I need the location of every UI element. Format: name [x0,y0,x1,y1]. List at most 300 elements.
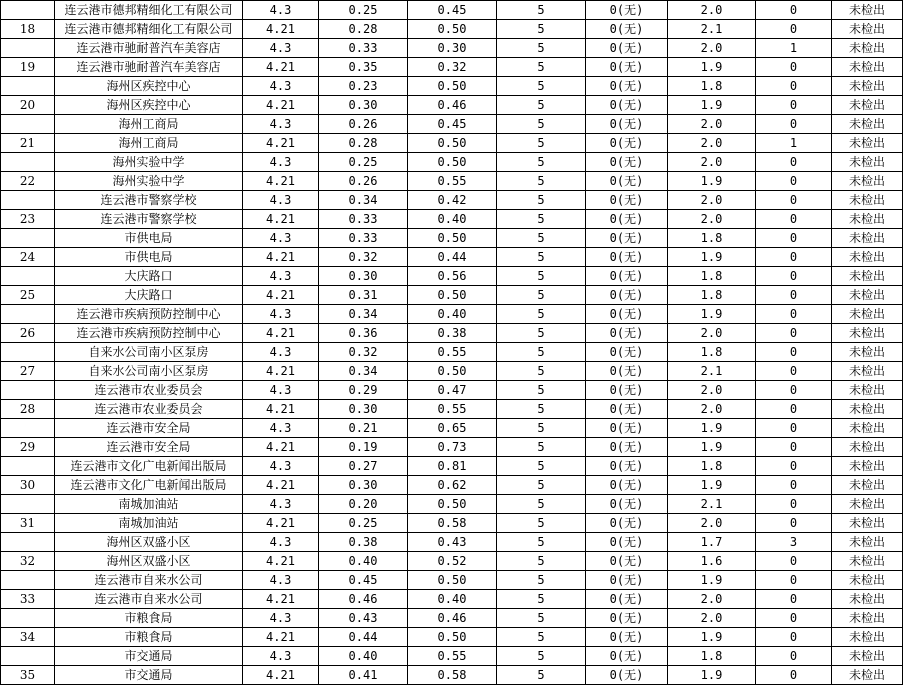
result-cell: 未检出 [832,286,903,305]
date-cell: 4.3 [243,153,319,172]
value-4-cell: 0(无) [586,609,668,628]
value-3-cell: 5 [497,400,586,419]
value-4-cell: 0(无) [586,400,668,419]
value-4-cell: 0(无) [586,210,668,229]
value-2-cell: 0.58 [408,514,497,533]
site-name-cell: 连云港市疾病预防控制中心 [55,324,243,343]
date-cell: 4.3 [243,419,319,438]
site-name-cell: 海州区疾控中心 [55,77,243,96]
row-number-cell [1,343,55,362]
value-1-cell: 0.31 [319,286,408,305]
value-6-cell: 0 [756,343,832,362]
value-6-cell: 0 [756,172,832,191]
value-4-cell: 0(无) [586,305,668,324]
value-4-cell: 0(无) [586,153,668,172]
value-4-cell: 0(无) [586,571,668,590]
value-1-cell: 0.27 [319,457,408,476]
value-1-cell: 0.33 [319,210,408,229]
date-cell: 4.21 [243,476,319,495]
value-3-cell: 5 [497,39,586,58]
row-number-cell [1,77,55,96]
result-cell: 未检出 [832,647,903,666]
value-5-cell: 1.9 [668,172,756,191]
site-name-cell: 海州区双盛小区 [55,552,243,571]
value-5-cell: 1.9 [668,438,756,457]
value-1-cell: 0.44 [319,628,408,647]
result-cell: 未检出 [832,628,903,647]
value-6-cell: 0 [756,400,832,419]
row-number-cell: 35 [1,666,55,685]
date-cell: 4.3 [243,305,319,324]
value-6-cell: 0 [756,1,832,20]
result-cell: 未检出 [832,210,903,229]
value-4-cell: 0(无) [586,533,668,552]
table-row [1,476,903,495]
row-number-cell [1,1,55,20]
site-name-cell: 海州实验中学 [55,153,243,172]
table-row [1,115,903,134]
site-name-cell: 大庆路口 [55,267,243,286]
value-5-cell: 1.9 [668,476,756,495]
result-cell: 未检出 [832,248,903,267]
value-5-cell: 2.0 [668,191,756,210]
value-4-cell: 0(无) [586,115,668,134]
site-name-cell: 连云港市安全局 [55,438,243,457]
value-3-cell: 5 [497,153,586,172]
value-2-cell: 0.40 [408,590,497,609]
site-name-cell: 海州工商局 [55,134,243,153]
value-1-cell: 0.30 [319,267,408,286]
row-number-cell [1,571,55,590]
value-3-cell: 5 [497,210,586,229]
date-cell: 4.3 [243,191,319,210]
value-6-cell: 1 [756,39,832,58]
date-cell: 4.21 [243,324,319,343]
result-cell: 未检出 [832,533,903,552]
date-cell: 4.21 [243,248,319,267]
site-name-cell: 市供电局 [55,248,243,267]
row-number-cell [1,609,55,628]
result-cell: 未检出 [832,20,903,39]
value-2-cell: 0.45 [408,1,497,20]
row-number-cell: 23 [1,210,55,229]
value-3-cell: 5 [497,20,586,39]
date-cell: 4.21 [243,552,319,571]
value-5-cell: 1.8 [668,229,756,248]
site-name-cell: 连云港市自来水公司 [55,590,243,609]
row-number-cell [1,457,55,476]
site-name-cell: 市粮食局 [55,609,243,628]
site-name-cell: 海州工商局 [55,115,243,134]
value-3-cell: 5 [497,533,586,552]
value-3-cell: 5 [497,514,586,533]
site-name-cell: 连云港市农业委员会 [55,400,243,419]
table-row [1,134,903,153]
table-row [1,286,903,305]
value-3-cell: 5 [497,286,586,305]
value-3-cell: 5 [497,1,586,20]
table-row [1,552,903,571]
site-name-cell: 海州区疾控中心 [55,96,243,115]
date-cell: 4.21 [243,58,319,77]
date-cell: 4.21 [243,134,319,153]
row-number-cell: 29 [1,438,55,457]
date-cell: 4.3 [243,343,319,362]
value-6-cell: 0 [756,267,832,286]
value-3-cell: 5 [497,134,586,153]
value-2-cell: 0.40 [408,305,497,324]
value-4-cell: 0(无) [586,20,668,39]
value-3-cell: 5 [497,552,586,571]
value-1-cell: 0.30 [319,476,408,495]
value-6-cell: 0 [756,20,832,39]
table-row [1,362,903,381]
value-1-cell: 0.30 [319,96,408,115]
result-cell: 未检出 [832,153,903,172]
result-cell: 未检出 [832,324,903,343]
value-2-cell: 0.50 [408,134,497,153]
table-row [1,609,903,628]
value-3-cell: 5 [497,324,586,343]
table-row [1,248,903,267]
value-6-cell: 0 [756,666,832,685]
site-name-cell: 连云港市驰耐普汽车美容店 [55,39,243,58]
table-row [1,381,903,400]
value-5-cell: 2.0 [668,381,756,400]
result-cell: 未检出 [832,39,903,58]
value-6-cell: 0 [756,457,832,476]
value-5-cell: 2.1 [668,20,756,39]
row-number-cell: 22 [1,172,55,191]
date-cell: 4.3 [243,267,319,286]
result-cell: 未检出 [832,172,903,191]
date-cell: 4.21 [243,96,319,115]
date-cell: 4.21 [243,210,319,229]
value-4-cell: 0(无) [586,438,668,457]
value-5-cell: 1.9 [668,248,756,267]
date-cell: 4.3 [243,647,319,666]
row-number-cell [1,381,55,400]
value-1-cell: 0.19 [319,438,408,457]
value-4-cell: 0(无) [586,457,668,476]
value-1-cell: 0.34 [319,362,408,381]
result-cell: 未检出 [832,58,903,77]
table-row [1,305,903,324]
value-5-cell: 1.8 [668,457,756,476]
value-6-cell: 0 [756,552,832,571]
table-row [1,628,903,647]
date-cell: 4.3 [243,1,319,20]
table-row [1,229,903,248]
value-6-cell: 0 [756,229,832,248]
site-name-cell: 连云港市警察学校 [55,191,243,210]
value-5-cell: 1.9 [668,419,756,438]
date-cell: 4.3 [243,77,319,96]
value-2-cell: 0.65 [408,419,497,438]
value-1-cell: 0.41 [319,666,408,685]
value-4-cell: 0(无) [586,666,668,685]
value-4-cell: 0(无) [586,267,668,286]
value-3-cell: 5 [497,495,586,514]
value-5-cell: 1.8 [668,286,756,305]
value-5-cell: 1.9 [668,571,756,590]
value-5-cell: 2.0 [668,39,756,58]
date-cell: 4.3 [243,495,319,514]
value-1-cell: 0.43 [319,609,408,628]
site-name-cell: 连云港市疾病预防控制中心 [55,305,243,324]
result-cell: 未检出 [832,457,903,476]
table-row [1,210,903,229]
value-2-cell: 0.50 [408,495,497,514]
value-6-cell: 0 [756,305,832,324]
value-3-cell: 5 [497,419,586,438]
value-5-cell: 2.0 [668,324,756,343]
value-1-cell: 0.38 [319,533,408,552]
value-3-cell: 5 [497,438,586,457]
value-3-cell: 5 [497,476,586,495]
date-cell: 4.3 [243,229,319,248]
value-2-cell: 0.50 [408,153,497,172]
value-1-cell: 0.29 [319,381,408,400]
value-4-cell: 0(无) [586,172,668,191]
date-cell: 4.21 [243,172,319,191]
value-5-cell: 1.7 [668,533,756,552]
value-3-cell: 5 [497,172,586,191]
site-name-cell: 海州实验中学 [55,172,243,191]
result-cell: 未检出 [832,400,903,419]
value-3-cell: 5 [497,229,586,248]
result-cell: 未检出 [832,552,903,571]
value-4-cell: 0(无) [586,343,668,362]
date-cell: 4.21 [243,362,319,381]
value-1-cell: 0.35 [319,58,408,77]
value-4-cell: 0(无) [586,96,668,115]
value-1-cell: 0.33 [319,39,408,58]
result-cell: 未检出 [832,609,903,628]
table-row [1,172,903,191]
row-number-cell [1,533,55,552]
value-1-cell: 0.34 [319,191,408,210]
site-name-cell: 市粮食局 [55,628,243,647]
value-2-cell: 0.40 [408,210,497,229]
value-5-cell: 2.0 [668,590,756,609]
value-6-cell: 0 [756,590,832,609]
date-cell: 4.21 [243,286,319,305]
value-4-cell: 0(无) [586,248,668,267]
site-name-cell: 连云港市警察学校 [55,210,243,229]
result-cell: 未检出 [832,134,903,153]
row-number-cell: 31 [1,514,55,533]
value-3-cell: 5 [497,457,586,476]
value-2-cell: 0.55 [408,343,497,362]
row-number-cell [1,39,55,58]
value-2-cell: 0.30 [408,39,497,58]
row-number-cell [1,419,55,438]
value-3-cell: 5 [497,58,586,77]
date-cell: 4.21 [243,628,319,647]
value-3-cell: 5 [497,628,586,647]
date-cell: 4.3 [243,533,319,552]
row-number-cell: 34 [1,628,55,647]
row-number-cell: 32 [1,552,55,571]
value-6-cell: 0 [756,381,832,400]
result-cell: 未检出 [832,495,903,514]
table-row [1,324,903,343]
value-4-cell: 0(无) [586,590,668,609]
result-cell: 未检出 [832,267,903,286]
value-3-cell: 5 [497,77,586,96]
value-5-cell: 2.0 [668,115,756,134]
value-2-cell: 0.50 [408,571,497,590]
result-cell: 未检出 [832,666,903,685]
row-number-cell [1,153,55,172]
value-6-cell: 0 [756,153,832,172]
table-row [1,153,903,172]
result-cell: 未检出 [832,438,903,457]
row-number-cell: 30 [1,476,55,495]
value-1-cell: 0.23 [319,77,408,96]
date-cell: 4.3 [243,457,319,476]
value-3-cell: 5 [497,647,586,666]
result-cell: 未检出 [832,381,903,400]
value-6-cell: 0 [756,647,832,666]
value-5-cell: 1.8 [668,77,756,96]
value-1-cell: 0.25 [319,153,408,172]
site-name-cell: 南城加油站 [55,495,243,514]
date-cell: 4.3 [243,571,319,590]
value-1-cell: 0.25 [319,514,408,533]
value-6-cell: 0 [756,286,832,305]
value-3-cell: 5 [497,191,586,210]
value-5-cell: 1.8 [668,647,756,666]
table-row [1,666,903,685]
row-number-cell: 19 [1,58,55,77]
value-2-cell: 0.45 [408,115,497,134]
value-4-cell: 0(无) [586,419,668,438]
table-row [1,77,903,96]
date-cell: 4.3 [243,115,319,134]
site-name-cell: 海州区双盛小区 [55,533,243,552]
value-6-cell: 0 [756,628,832,647]
site-name-cell: 市供电局 [55,229,243,248]
table-row [1,514,903,533]
result-cell: 未检出 [832,96,903,115]
site-name-cell: 连云港市文化广电新闻出版局 [55,457,243,476]
value-4-cell: 0(无) [586,381,668,400]
value-6-cell: 0 [756,438,832,457]
table-row [1,39,903,58]
site-name-cell: 南城加油站 [55,514,243,533]
row-number-cell [1,115,55,134]
value-2-cell: 0.32 [408,58,497,77]
value-5-cell: 1.8 [668,267,756,286]
value-2-cell: 0.47 [408,381,497,400]
value-5-cell: 1.8 [668,343,756,362]
value-6-cell: 0 [756,58,832,77]
value-6-cell: 0 [756,514,832,533]
date-cell: 4.21 [243,20,319,39]
value-6-cell: 0 [756,571,832,590]
value-6-cell: 0 [756,419,832,438]
site-name-cell: 连云港市安全局 [55,419,243,438]
value-2-cell: 0.56 [408,267,497,286]
value-2-cell: 0.43 [408,533,497,552]
value-6-cell: 0 [756,609,832,628]
row-number-cell: 28 [1,400,55,419]
value-6-cell: 0 [756,77,832,96]
value-3-cell: 5 [497,96,586,115]
date-cell: 4.21 [243,438,319,457]
value-2-cell: 0.55 [408,400,497,419]
row-number-cell: 33 [1,590,55,609]
value-3-cell: 5 [497,267,586,286]
date-cell: 4.3 [243,609,319,628]
table-row [1,400,903,419]
value-2-cell: 0.46 [408,609,497,628]
date-cell: 4.21 [243,400,319,419]
row-number-cell: 21 [1,134,55,153]
result-cell: 未检出 [832,343,903,362]
table-row [1,590,903,609]
value-1-cell: 0.46 [319,590,408,609]
result-cell: 未检出 [832,77,903,96]
value-3-cell: 5 [497,609,586,628]
site-name-cell: 大庆路口 [55,286,243,305]
value-5-cell: 2.0 [668,153,756,172]
date-cell: 4.21 [243,590,319,609]
row-number-cell [1,495,55,514]
result-cell: 未检出 [832,191,903,210]
value-2-cell: 0.81 [408,457,497,476]
table-row [1,267,903,286]
value-1-cell: 0.32 [319,343,408,362]
row-number-cell [1,191,55,210]
value-1-cell: 0.26 [319,115,408,134]
table-row [1,343,903,362]
value-6-cell: 0 [756,210,832,229]
value-6-cell: 0 [756,96,832,115]
value-5-cell: 2.0 [668,609,756,628]
table-row [1,96,903,115]
result-cell: 未检出 [832,590,903,609]
value-2-cell: 0.50 [408,286,497,305]
value-2-cell: 0.62 [408,476,497,495]
row-number-cell: 26 [1,324,55,343]
value-2-cell: 0.73 [408,438,497,457]
row-number-cell: 25 [1,286,55,305]
value-1-cell: 0.40 [319,552,408,571]
value-6-cell: 0 [756,191,832,210]
value-5-cell: 1.6 [668,552,756,571]
value-4-cell: 0(无) [586,476,668,495]
site-name-cell: 自来水公司南小区泵房 [55,343,243,362]
result-cell: 未检出 [832,476,903,495]
site-name-cell: 连云港市德邦精细化工有限公司 [55,1,243,20]
value-2-cell: 0.38 [408,324,497,343]
value-1-cell: 0.45 [319,571,408,590]
table-row [1,495,903,514]
value-2-cell: 0.50 [408,362,497,381]
value-5-cell: 2.1 [668,495,756,514]
site-name-cell: 连云港市文化广电新闻出版局 [55,476,243,495]
result-cell: 未检出 [832,305,903,324]
value-2-cell: 0.50 [408,628,497,647]
value-3-cell: 5 [497,381,586,400]
row-number-cell: 27 [1,362,55,381]
table-row [1,533,903,552]
value-4-cell: 0(无) [586,495,668,514]
value-5-cell: 2.0 [668,514,756,533]
